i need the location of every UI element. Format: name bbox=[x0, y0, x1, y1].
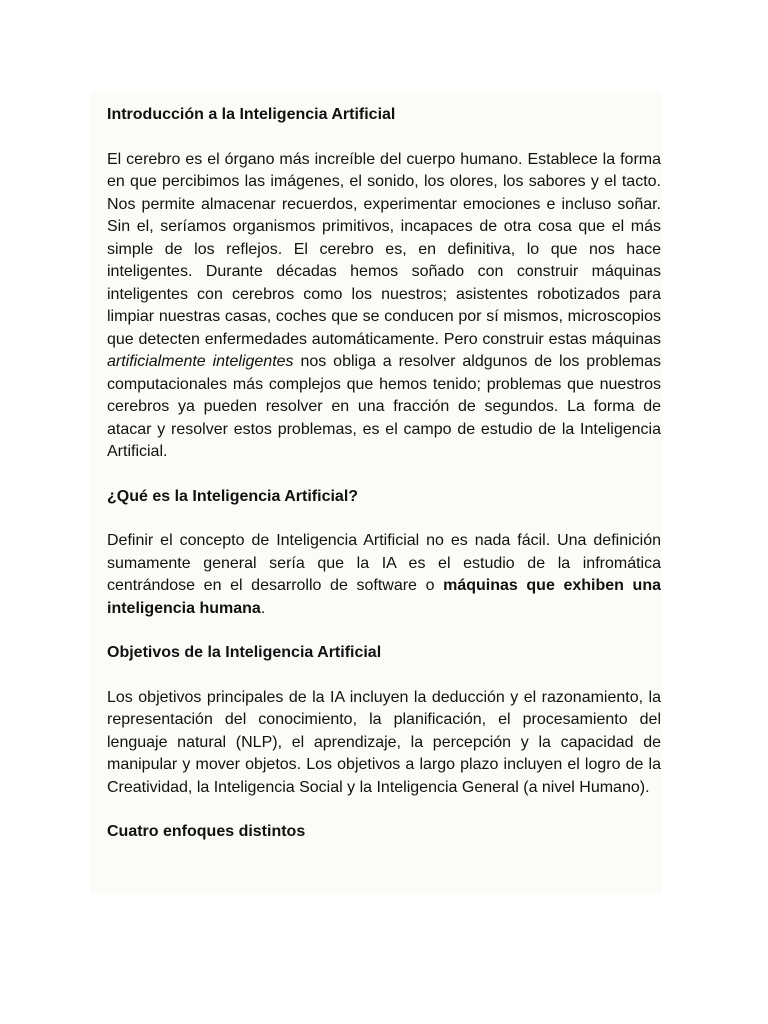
section-heading-introduccion: Introducción a la Inteligencia Artificial bbox=[107, 106, 396, 123]
paragraph-objetivos: Los objetivos principales de la IA incluyen la deducción y el razonamiento, la representación del conocimiento, la planificación, el procesamiento del lenguaje natural (NLP), el aprendizaje, la percepción y la capacidad de manipular y mover objetos. Los objetivos a largo plazo incluyen el logro de la Creatividad, la Inteligencia Social y la Inteligencia General (a nivel Humano). bbox=[107, 688, 661, 796]
section-heading-que-es: ¿Qué es la Inteligencia Artificial? bbox=[107, 487, 359, 505]
paragraph-que-es-text-2: . bbox=[260, 599, 266, 617]
paragraph-introduccion-text-2: nos obliga a resolver aldgunos de los problemas computacionales más complejos que hemos tenido; problemas que nuestros cerebros ya pueden resolver en una fracción de segundos. La forma de atacar y resolver estos problemas, es el campo de estudio de la Inteligencia Artificial. bbox=[107, 353, 662, 460]
strong-maquinas-inteligencia-humana: máquinas que exhiben una inteligencia humana bbox=[107, 577, 661, 617]
paragraph-introduccion bbox=[107, 149, 661, 464]
paragraph-que-es bbox=[107, 530, 661, 620]
section-heading-cuatro-enfoques: Cuatro enfoques distintos bbox=[107, 823, 306, 840]
emphasis-artificialmente-inteligentes: artificialmente inteligentes bbox=[107, 353, 294, 370]
section-heading-objetivos: Objetivos de la Inteligencia Artificial bbox=[107, 644, 382, 661]
paragraph-introduccion-text-1: El cerebro es el órgano más increíble del cuerpo humano. Establece la forma en que percibimos las imágenes, el sonido, los olores, los sabores y el tacto. Nos permite almacenar recuerdos, experimentar emociones e incluso soñar. Sin el, seríamos organismos primitivos, incapaces de otra cosa que el más simple de los reflejos. El cerebro es, en definitiva, lo que nos hace inteligentes. Durante décadas hemos soñado con construir máquinas inteligentes con cerebros como los nuestros; asistentes robotizados para limpiar nuestras casas, coches que se conducen por sí mismos, microscopios que detecten enfermedades automáticamente. Pero construir estas máquinas bbox=[107, 150, 661, 348]
paragraph-que-es-text-1: Definir el concepto de Inteligencia Artificial no es nada fácil. Una definición sumamente general sería que la IA es el estudio de la infromática centrándose en el desarrollo de software o bbox=[107, 532, 661, 594]
document-content bbox=[107, 104, 661, 844]
